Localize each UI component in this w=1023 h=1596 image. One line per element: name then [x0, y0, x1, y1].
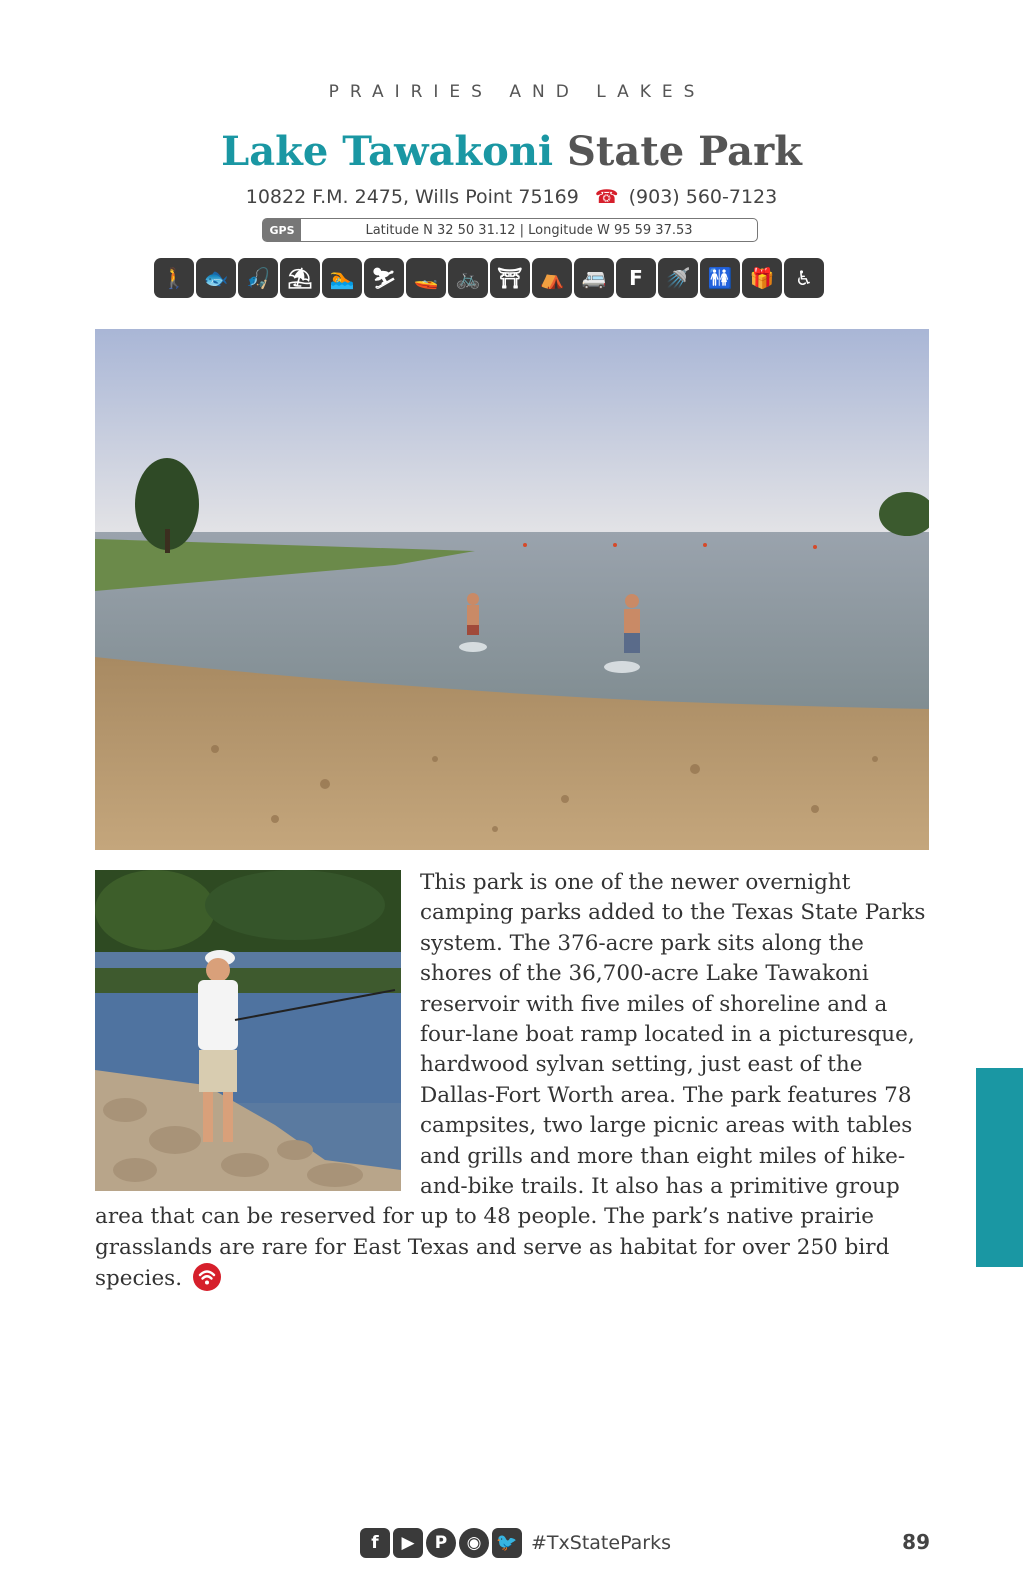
- fishing-license-icon: F: [616, 258, 656, 298]
- beach-icon: ⛱: [280, 258, 320, 298]
- main-photo: [95, 329, 929, 850]
- youtube-icon[interactable]: ▶: [393, 1528, 423, 1558]
- gps-coordinates: Latitude N 32 50 31.12 | Longitude W 95 59 37.53: [365, 222, 693, 238]
- amenity-icons: [154, 258, 869, 298]
- gps-box: [262, 218, 758, 242]
- section-label: PRAIRIES AND LAKES: [328, 82, 706, 102]
- showers-icon: 🚿: [658, 258, 698, 298]
- biking-icon: 🚲: [448, 258, 488, 298]
- gps-tag: GPS: [263, 219, 301, 241]
- swimming-icon: 🏊: [322, 258, 362, 298]
- section-color-tab: [976, 1068, 1023, 1267]
- rv-camping-icon: 🚐: [574, 258, 614, 298]
- photo-spacer: [95, 868, 420, 1196]
- beach-scene: [95, 329, 929, 850]
- page-number: 89: [902, 1530, 930, 1554]
- instagram-icon[interactable]: ◉: [459, 1528, 489, 1558]
- park-name: Lake Tawakoni: [221, 128, 554, 175]
- restrooms-icon: 🚻: [700, 258, 740, 298]
- fishing-icon: 🐟: [196, 258, 236, 298]
- contact-line: [0, 186, 1023, 208]
- camping-water-icon: ⛺: [532, 258, 572, 298]
- footer-social: [360, 1528, 671, 1558]
- gift-shop-icon: 🎁: [742, 258, 782, 298]
- twitter-icon[interactable]: 🐦: [492, 1528, 522, 1558]
- wifi-icon: [193, 1263, 221, 1291]
- facebook-icon[interactable]: f: [360, 1528, 390, 1558]
- park-address: 10822 F.M. 2475, Wills Point 75169: [245, 186, 579, 208]
- page-title: [0, 130, 1023, 174]
- accessible-icon: ♿: [784, 258, 824, 298]
- hiking-icon: 🚶: [154, 258, 194, 298]
- phone-icon: ☎: [594, 186, 619, 208]
- water-skiing-icon: ⛷: [364, 258, 404, 298]
- description-text: This park is one of the newer overnight camping parks added to the Texas State Parks system. The 376-acre park sits along the shores of the 36,700-acre Lake Tawakoni reservoir with five miles of shoreline and a four-lane boat ramp located in a picturesque, hardwood sylvan setting, just east of the Dallas-Fort Worth area. The park features 78 campsites, two large picnic areas with tables and grills and more than eight miles of hike-and-bike trails. It also has a primitive group area that can be reserved for up to 48 people. The park’s native prairie grasslands are rare for East Texas and serve as habitat for over 250 bird species.: [95, 870, 926, 1292]
- boat-ramp-icon: 🚤: [406, 258, 446, 298]
- park-description: [95, 868, 929, 1295]
- park-phone: (903) 560-7123: [628, 186, 778, 208]
- fishing-pier-icon: 🎣: [238, 258, 278, 298]
- picnic-icon: ⛩: [490, 258, 530, 298]
- hashtag: #TxStateParks: [531, 1532, 672, 1554]
- pinterest-icon[interactable]: P: [426, 1528, 456, 1558]
- park-type: State Park: [567, 128, 802, 175]
